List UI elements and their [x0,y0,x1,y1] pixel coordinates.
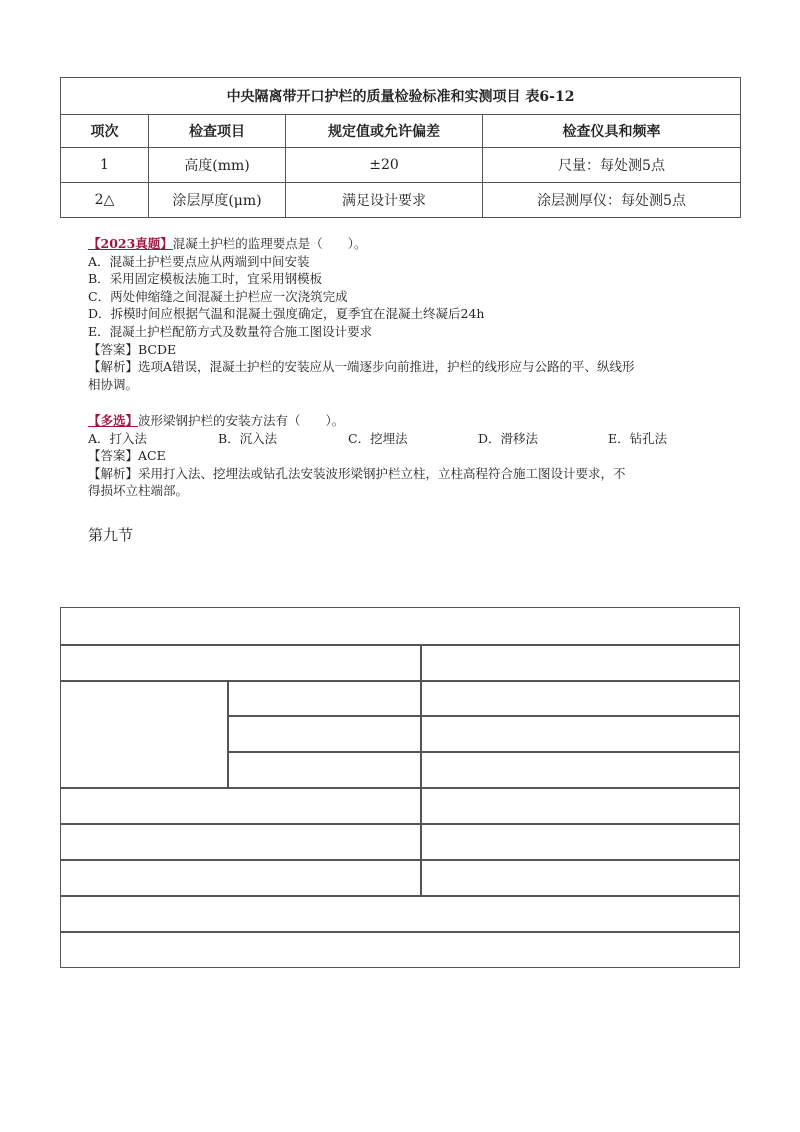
grid-line [227,715,739,717]
table-cell: 高度(mm) [149,148,286,183]
table-row [61,183,741,218]
option-item: C．挖埋法 [348,430,408,446]
grid-line [420,644,422,895]
option-item: A．打入法 [88,430,148,446]
option-item: D．滑移法 [478,430,539,446]
header-cell: 检查仪具和频率 [483,115,741,148]
question-tag: 【2023真题】 [88,236,173,251]
option-item: E．钻孔法 [608,430,668,446]
grid-line [61,680,739,682]
answer-line: 【答案】BCDE [88,341,177,357]
question-tag: 【多选】 [88,413,139,428]
question-block-2 [88,412,748,500]
table-cell: ±20 [286,148,483,183]
analysis-line: 【解析】采用打入法、挖埋法或钻孔法安装波形梁钢护栏立柱，立柱高程符合施工图设计要求，不 [88,465,626,481]
answer-line: 【答案】ACE [88,448,166,464]
header-cell: 项次 [61,115,149,148]
table-row [61,148,741,183]
question-stem: 混凝土护栏的监理要点是（ ）。 [172,236,367,251]
grid-line [61,787,739,789]
table-cell: 尺量：每处测5点 [483,148,741,183]
option-line: D．拆模时间应根据气温和混凝土强度确定，夏季宜在混凝土终凝后24h [88,306,485,322]
quality-standard-table [60,77,741,218]
analysis-line: 【解析】选项A错误，混凝土护栏的安装应从一端逐步向前推进，护栏的线形应与公路的平、纵线形 [88,359,635,375]
table-cell: 满足设计要求 [286,183,483,218]
table-cell: 1 [61,148,149,183]
table-cell: 2△ [61,183,149,218]
grid-line [61,644,739,646]
option-line: C．两处伸缩缝之间混凝土护栏应一次浇筑完成 [88,288,348,304]
header-cell: 规定值或允许偏差 [286,115,483,148]
question-stem: 波形梁钢护栏的安装方法有（ ）。 [138,413,345,428]
option-line: A．混凝土护栏要点应从两端到中间安装 [88,253,310,269]
table-cell: 涂层测厚仪：每处测5点 [483,183,741,218]
grid-line [61,931,739,933]
option-line: E．混凝土护栏配筋方式及数量符合施工图设计要求 [88,323,373,339]
header-cell: 检查项目 [149,115,286,148]
table-title: 中央隔离带开口护栏的质量检验标准和实测项目 表6-12 [61,78,741,115]
grid-line [227,751,739,753]
empty-table-grid [60,607,740,968]
grid-line [61,859,739,861]
question-block-1 [88,235,748,393]
option-line: B．采用固定模板法施工时，宜采用钢模板 [88,271,323,287]
options-row [88,430,748,448]
grid-line [227,680,229,787]
analysis-line: 得损坏立柱端部。 [88,483,189,499]
option-item: B．沉入法 [218,430,278,446]
analysis-line: 相协调。 [88,376,139,392]
grid-line [61,823,739,825]
section-heading: 第九节 [88,526,134,544]
grid-line [61,895,739,897]
table-cell: 涂层厚度(μm) [149,183,286,218]
